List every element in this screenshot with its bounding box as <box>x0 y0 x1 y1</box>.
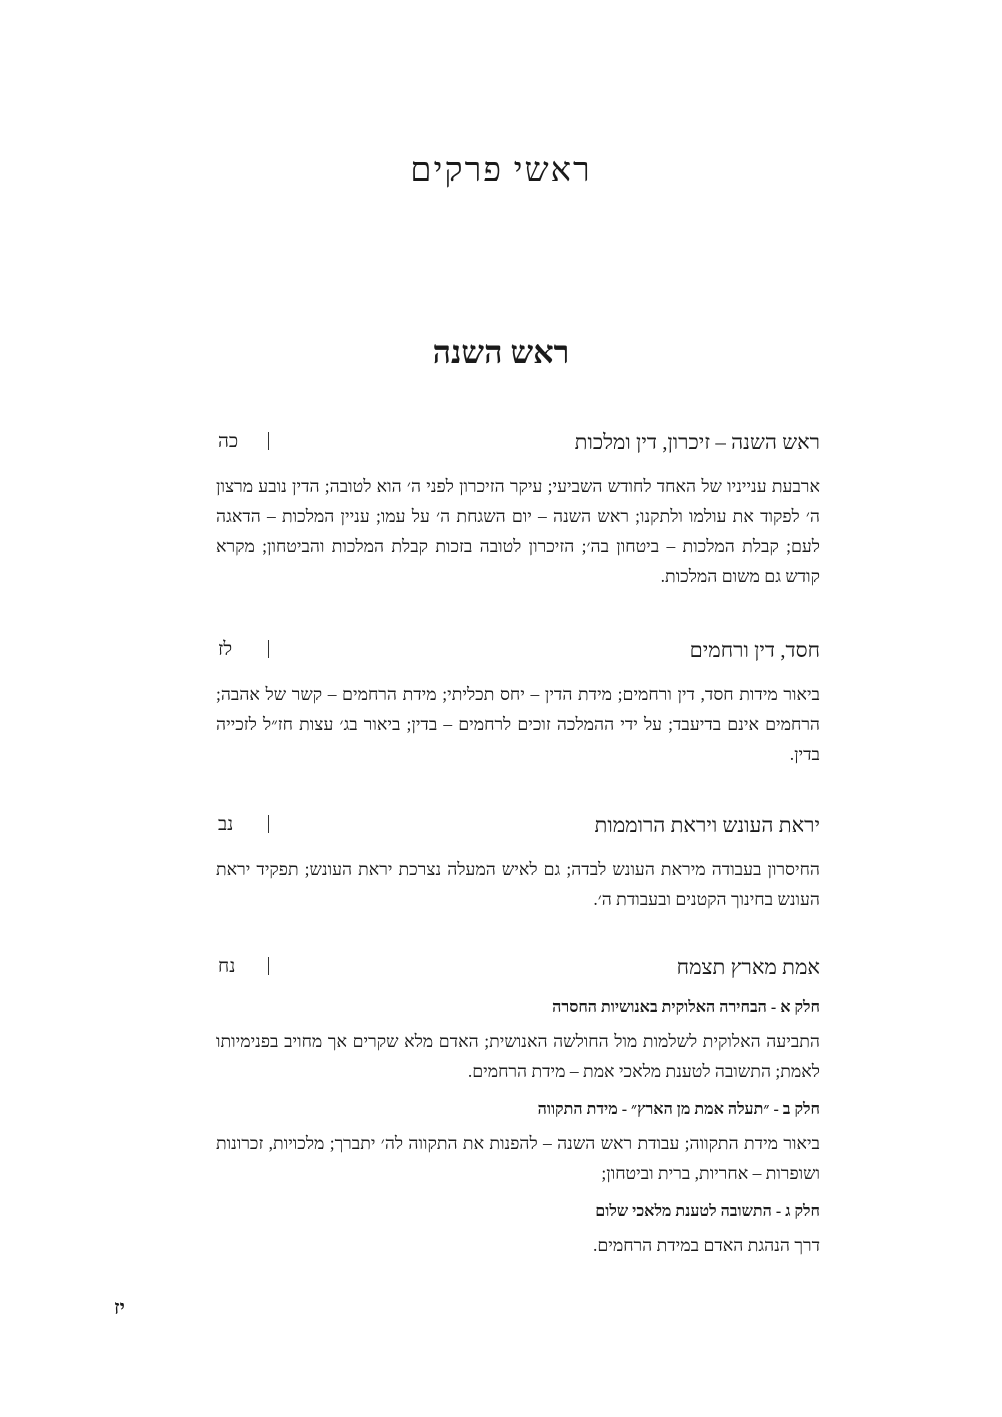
toc-chapter[interactable] <box>216 635 820 769</box>
chapter-title: ראש השנה – זיכרון, דין ומלכות <box>574 430 820 454</box>
toc-chapter[interactable] <box>216 427 820 591</box>
part-description: ביאור מידת התקווה; עבודת ראש השנה – להפנות את התקווה לה׳ יתברך; מלכויות, זכרונות ושופרות – אחריות, ברית וביטחון; <box>216 1133 820 1183</box>
separator-bar <box>268 957 269 975</box>
chapter-heading <box>216 635 820 669</box>
part-title: חלק ג - התשובה לטענת מלאכי שלום <box>595 1203 820 1220</box>
toc-chapter[interactable] <box>216 952 820 1260</box>
chapter-page-number: נב <box>218 814 234 835</box>
chapter-part <box>216 1200 820 1260</box>
part-title: חלק ב - ״תעלה אמת מן הארץ״ - מידת התקווה <box>537 1101 820 1118</box>
chapter-heading <box>216 427 820 461</box>
page-number: יז <box>114 1297 125 1319</box>
separator-bar <box>268 432 269 450</box>
chapter-title: חסד, דין ורחמים <box>689 638 820 662</box>
chapter-page-number: כה <box>218 431 239 452</box>
chapter-heading <box>216 810 820 844</box>
chapter-title: אמת מארץ תצמח <box>676 955 820 979</box>
toc-chapter[interactable] <box>216 810 820 914</box>
chapter-page-number: לז <box>218 639 233 660</box>
part-description: דרך הנהגת האדם במידת הרחמים. <box>592 1235 820 1255</box>
separator-bar <box>268 640 269 658</box>
chapter-description: ארבעת ענייניו של האחד לחודש השביעי; עיקר הזיכרון לפני ה׳ הוא לטובה; הדין נובע מרצון ה׳ לפקוד את עולמו ולתקנו; ראש השנה – יום השגחת ה׳ על עמו; עניין המלכות – הדאגה לעם; קבלת המלכות – ביטחון בה׳; הזיכרון לטובה בזכות קבלת המלכות והביטחון; מקרא קודש גם משום המלכות. <box>216 476 820 586</box>
page-title: ראשי פרקים <box>410 152 592 189</box>
section-title: ראש השנה <box>432 334 570 370</box>
part-description: התביעה האלוקית לשלמות מול החולשה האנושית; האדם מלא שקרים אך מחויב בפנימיותו לאמת; התשובה לטענת מלאכי אמת – מידת הרחמים. <box>216 1031 820 1081</box>
chapter-page-number: נח <box>218 956 236 977</box>
chapter-part <box>216 1098 820 1188</box>
part-title: חלק א - הבחירה האלוקית באנושיות החסרה <box>552 999 820 1016</box>
chapter-heading <box>216 952 820 986</box>
chapter-title: יראת העונש ויראת הרוממות <box>594 813 820 837</box>
chapter-description: החיסרון בעבודה מיראת העונש לבדה; גם לאיש המעלה נצרכת יראת העונש; תפקיד יראת העונש בחינוך הקטנים ובעבודת ה׳. <box>216 859 820 909</box>
separator-bar <box>268 815 269 833</box>
chapter-description: ביאור מידות חסד, דין ורחמים; מידת הדין – יחס תכליתי; מידת הרחמים – קשר של אהבה; הרחמים אינם בדיעבד; על ידי ההמלכה זוכים לרחמים – בדין; ביאור בג׳ עצות חז״ל לזכייה בדין. <box>216 684 820 764</box>
chapter-part <box>216 996 820 1086</box>
